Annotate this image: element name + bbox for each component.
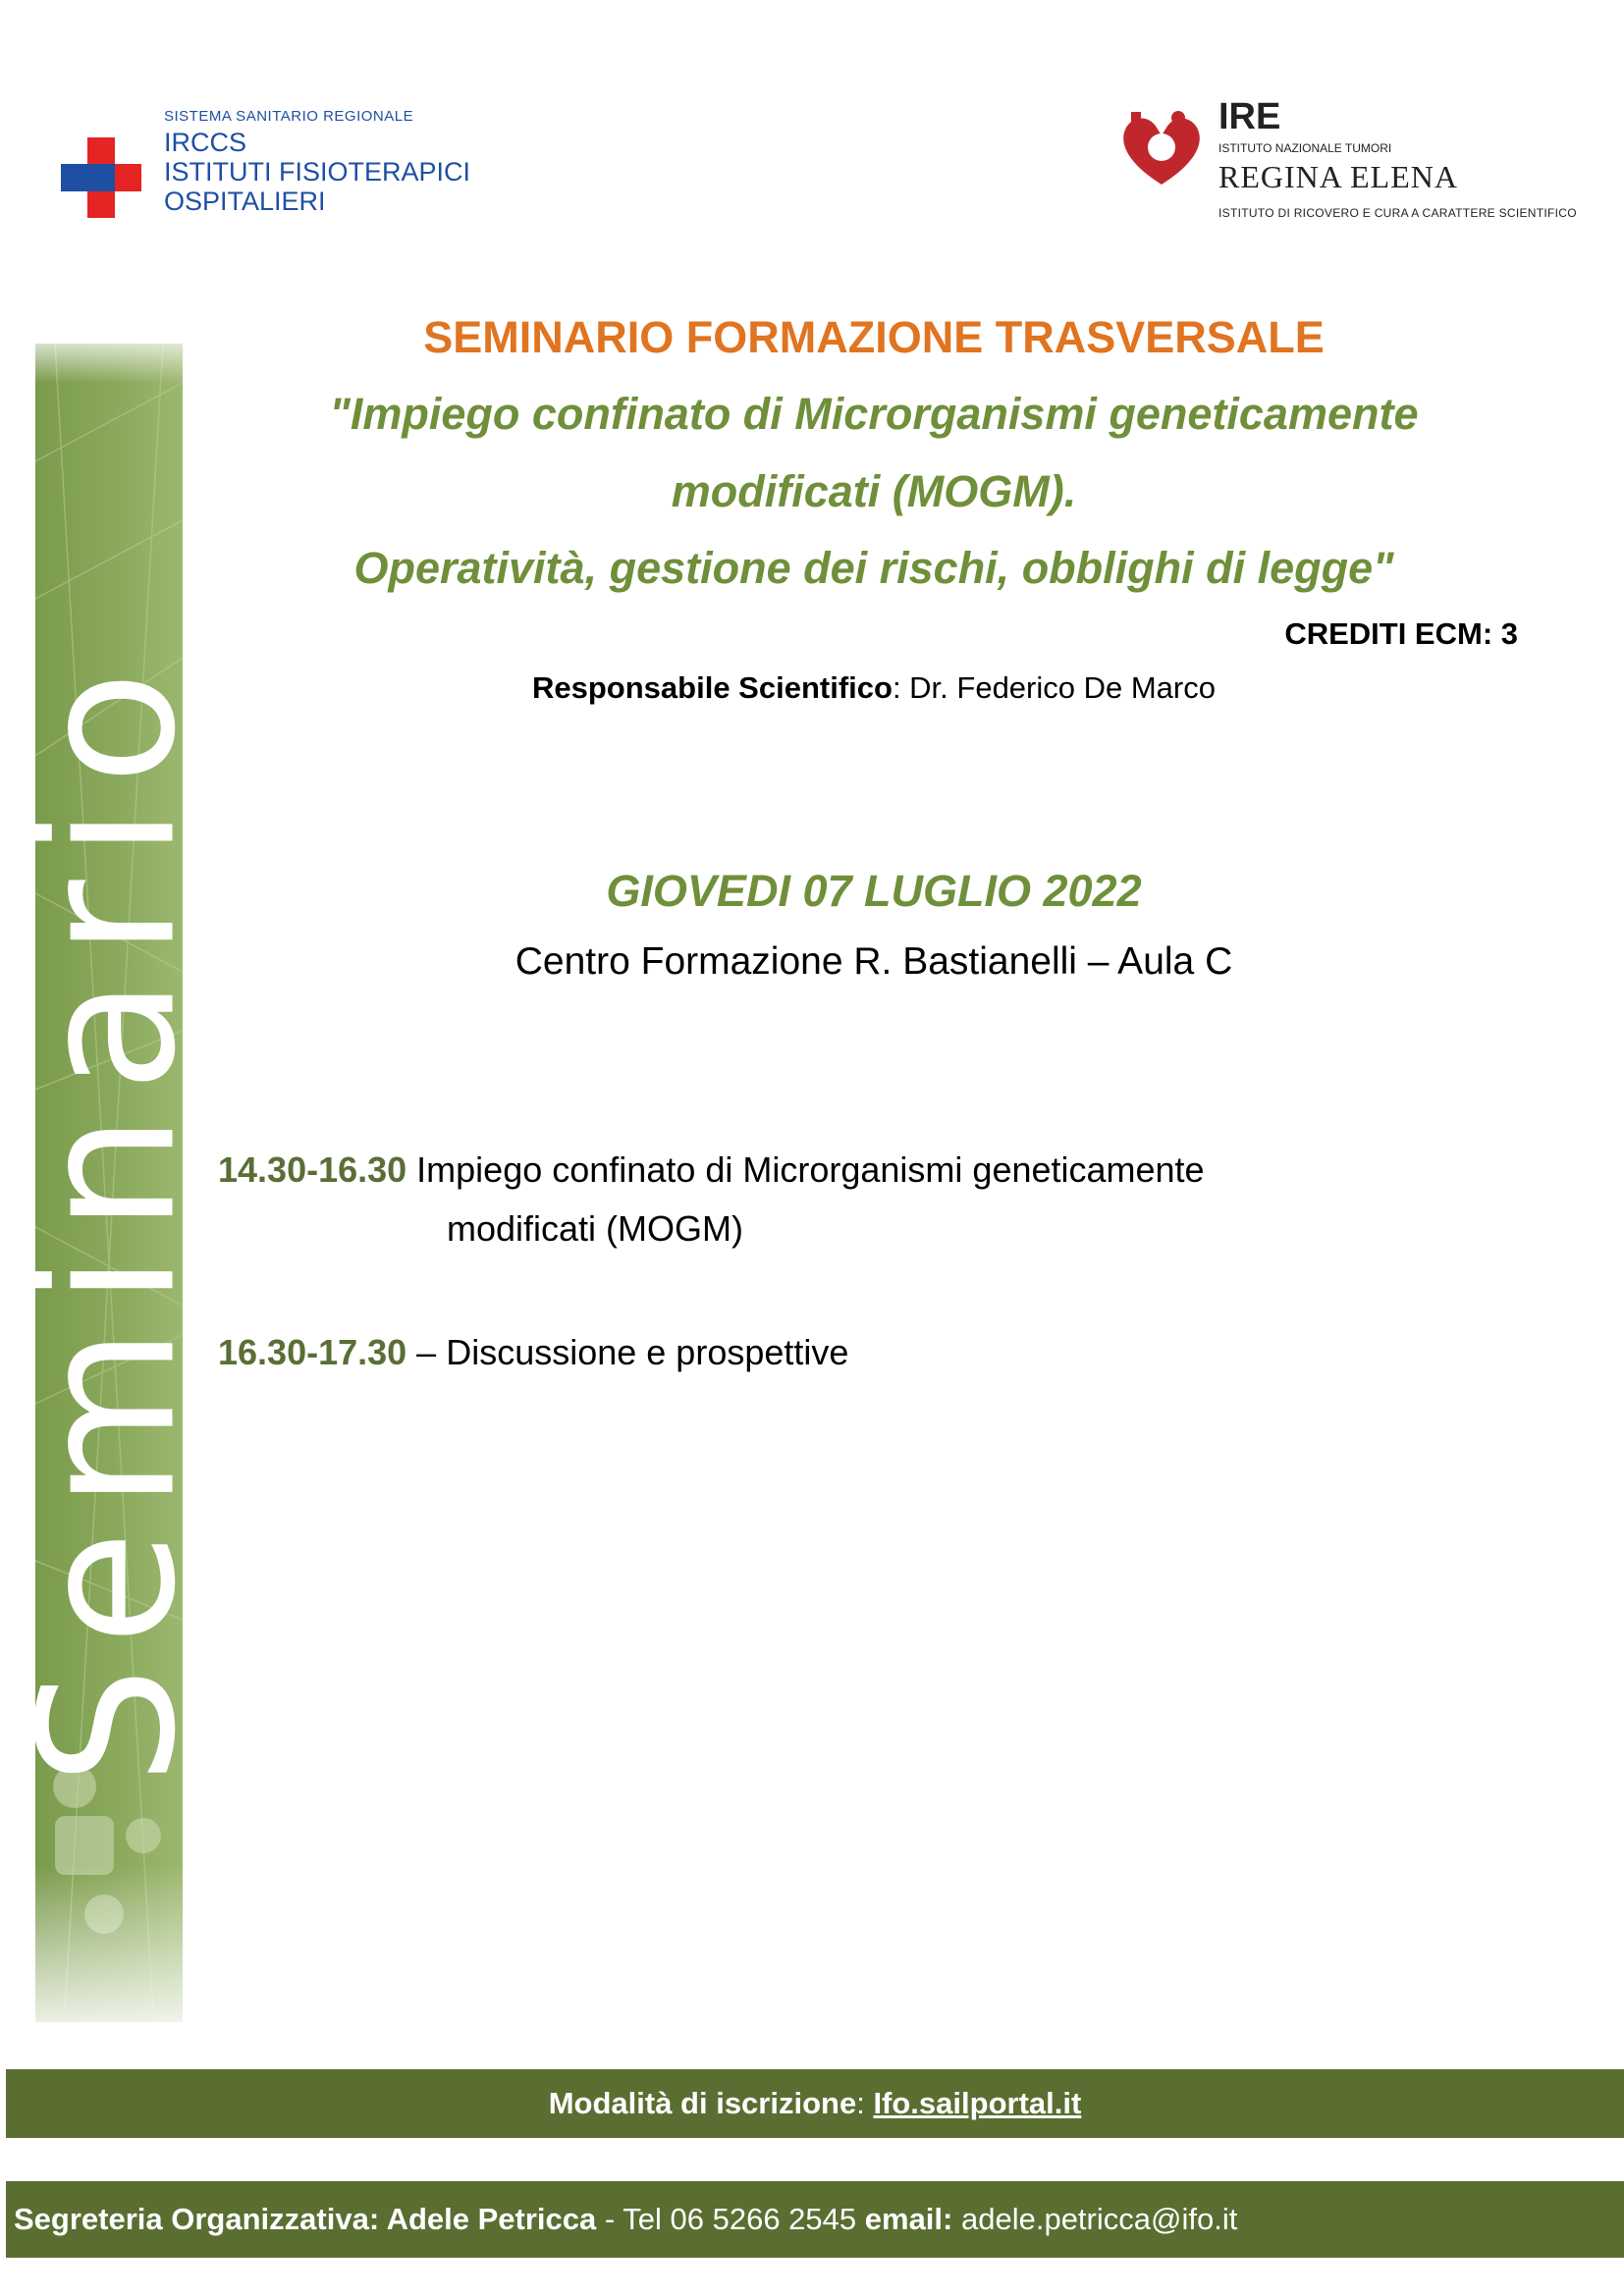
iscrizione-label: Modalità di iscrizione [548, 2086, 857, 2120]
ifo-logo [61, 108, 493, 226]
segreteria-bar [6, 2181, 1624, 2258]
schedule-item [218, 1148, 1396, 1191]
ifo-logo-line-1: IRCCS [164, 128, 247, 157]
subtitle-line-2: modificati (MOGM). [671, 466, 1077, 516]
responsabile-scientifico [187, 670, 1561, 706]
subtitle-line-3: Operatività, gestione dei rischi, obblighi di legge" [353, 543, 1394, 593]
schedule-text: – Discussione e prospettive [406, 1332, 849, 1372]
email-address[interactable]: adele.petricca@ifo.it [952, 2202, 1238, 2236]
responsabile-value: : Dr. Federico De Marco [892, 670, 1216, 705]
schedule-time: 14.30-16.30 [218, 1149, 407, 1190]
ifo-logo-tagline: SISTEMA SANITARIO REGIONALE [164, 108, 414, 125]
ire-logo-sub-1: ISTITUTO NAZIONALE TUMORI [1218, 141, 1392, 155]
segreteria-tel: - Tel 06 5266 2545 [596, 2202, 865, 2236]
ire-logo-sub-3: ISTITUTO DI RICOVERO E CURA A CARATTERE SCIENTIFICO [1218, 206, 1577, 220]
schedule-item [218, 1331, 848, 1373]
iscrizione-link[interactable]: Ifo.sailportal.it [873, 2086, 1082, 2120]
event-location: Centro Formazione R. Bastianelli – Aula C [514, 940, 1233, 983]
ire-logo-name: IRE [1218, 96, 1281, 137]
seminar-title: SEMINARIO FORMAZIONE TRASVERSALE [423, 312, 1325, 362]
ifo-logo-line-2: ISTITUTI FISIOTERAPICI [164, 157, 471, 187]
schedule-time: 16.30-17.30 [218, 1332, 407, 1372]
banner-word: Seminario [0, 649, 217, 1786]
ire-logo [1117, 96, 1577, 226]
iscrizione-separator: : [856, 2086, 874, 2120]
ire-logo-sub-2: REGINA ELENA [1218, 159, 1458, 194]
ire-heart-icon [1117, 104, 1206, 192]
ifo-logo-line-3: OSPITALIERI [164, 187, 326, 216]
segreteria-label: Segreteria Organizzativa: Adele Petricca [14, 2202, 597, 2236]
email-label: email: [864, 2202, 953, 2236]
crediti-ecm: CREDITI ECM: 3 [1284, 616, 1518, 651]
schedule-text: Impiego confinato di Microrganismi geneticamente [406, 1149, 1205, 1190]
side-banner [0, 344, 217, 2022]
iscrizione-bar [6, 2069, 1624, 2138]
schedule-text-continuation: modificati (MOGM) [447, 1208, 744, 1249]
subtitle-line-1: "Impiego confinato di Microrganismi geneticamente [329, 389, 1419, 439]
ifo-cross-icon [61, 137, 141, 218]
responsabile-label: Responsabile Scientifico [532, 670, 893, 705]
event-date: GIOVEDI 07 LUGLIO 2022 [606, 866, 1142, 916]
